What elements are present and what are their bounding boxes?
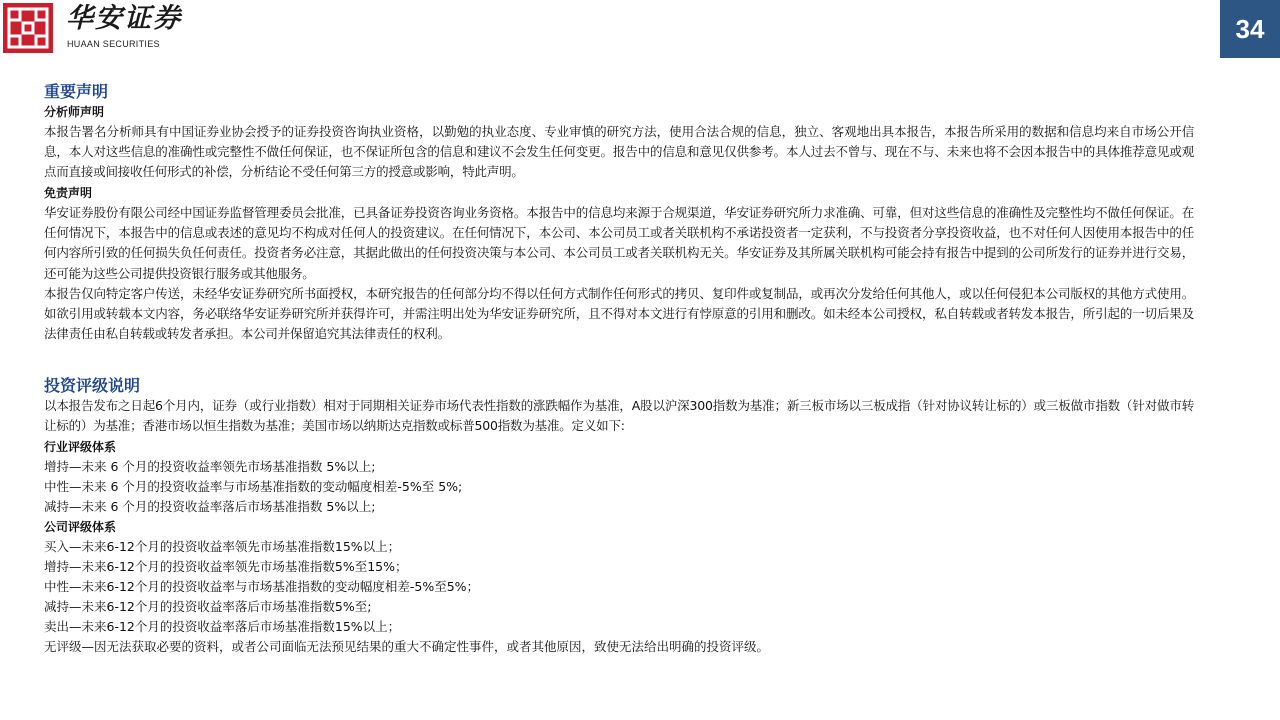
company-rating-item: 增持—未来6-12个月的投资收益率领先市场基准指数5%至15%； (44, 559, 408, 574)
rating-title: 投资评级说明 (44, 376, 141, 395)
disclaimer-title: 重要声明 (44, 82, 109, 101)
industry-rating-item: 减持—未来 6 个月的投资收益率落后市场基准指数 5%以上; (44, 499, 376, 514)
analyst-heading: 分析师声明 (44, 105, 105, 119)
industry-rating-item: 增持—未来 6 个月的投资收益率领先市场基准指数 5%以上; (44, 459, 376, 474)
company-rating-item: 中性—未来6-12个月的投资收益率与市场基准指数的变动幅度相差-5%至5%； (44, 579, 480, 594)
industry-rating-item: 中性—未来 6 个月的投资收益率与市场基准指数的变动幅度相差-5%至 5%; (44, 479, 463, 494)
exemption-heading: 免责声明 (44, 186, 93, 200)
company-rating-item: 买入—未来6-12个月的投资收益率领先市场基准指数15%以上； (44, 539, 401, 554)
exemption-paragraph-1: 华安证券股份有限公司经中国证券监督管理委员会批准，已具备证券投资咨询业务资格。本报告中的信息均来源于合规渠道，华安证券研究所力求准确、可靠，但对这些信息的准确性及完整性均不做任何保证。在任何情况下，本报告中的信息或表述的意见均不构成对任何人的投资建议。在任何情况下，本公司、本公司员工或者关联机构不承诺投资者一定获利，不与投资者分享投资收益，也不对任何人因使用本报告中的任何内容所引致的任何损失负任何责任。投资者务必注意，其据此做出的任何投资决策与本公司、本公司员工或者关联机构无关。华安证券及其所属关联机构可能会持有报告中提到的公司所发行的证券并进行交易，还可能为这些公司提供投资银行服务或其他服务。 (44, 205, 1194, 281)
company-rating-heading: 公司评级体系 (44, 520, 117, 534)
analyst-paragraph: 本报告署名分析师具有中国证券业协会授予的证券投资咨询执业资格，以勤勉的执业态度、专业审慎的研究方法，使用合法合规的信息，独立、客观地出具本报告，本报告所采用的数据和信息均来自市场公开信息，本人对这些信息的准确性或完整性不做任何保证，也不保证所包含的信息和建议不会发生任何变更。报告中的信息和意见仅供参考。本人过去不曾与、现在不与、未来也将不会因本报告中的具体推荐意见或观点而直接或间接收任何形式的补偿，分析结论不受任何第三方的授意或影响，特此声明。 (44, 124, 1194, 180)
company-rating-item: 减持—未来6-12个月的投资收益率落后市场基准指数5%至; (44, 599, 372, 614)
page-number: 34 (1220, 0, 1280, 58)
logo-text-cn: 华安证券 (66, 3, 182, 34)
company-rating-item: 无评级—因无法获取必要的资料，或者公司面临无法预见结果的重大不确定性事件，或者其他原因，致使无法给出明确的投资评级。 (44, 639, 770, 654)
industry-rating-heading: 行业评级体系 (44, 440, 117, 454)
logo-text-en: HUAAN SECURITIES (67, 39, 160, 49)
rating-intro: 以本报告发布之日起6个月内，证券（或行业指数）相对于同期相关证券市场代表性指数的涨跌幅作为基准，A股以沪深300指数为基准；新三板市场以三板成指（针对协议转让标的）或三板做市指数（针对做市转让标的）为基准；香港市场以恒生指数为基准；美国市场以纳斯达克指数或标普500指数为基准。定义如下: (44, 398, 1194, 434)
exemption-paragraph-2: 本报告仅向特定客户传送，未经华安证券研究所书面授权，本研究报告的任何部分均不得以任何方式制作任何形式的拷贝、复印件或复制品，或再次分发给任何其他人，或以任何侵犯本公司版权的其他方式使用。如欲引用或转载本文内容，务必联络华安证券研究所并获得许可，并需注明出处为华安证券研究所，且不得对本文进行有悖原意的引用和删改。如未经本公司授权，私自转载或者转发本报告，所引起的一切后果及法律责任由私自转载或转发者承担。本公司并保留追究其法律责任的权利。 (44, 286, 1194, 342)
huaan-logo-icon (3, 3, 53, 53)
report-content (44, 82, 1194, 657)
company-rating-item: 卖出—未来6-12个月的投资收益率落后市场基准指数15%以上； (44, 619, 401, 634)
